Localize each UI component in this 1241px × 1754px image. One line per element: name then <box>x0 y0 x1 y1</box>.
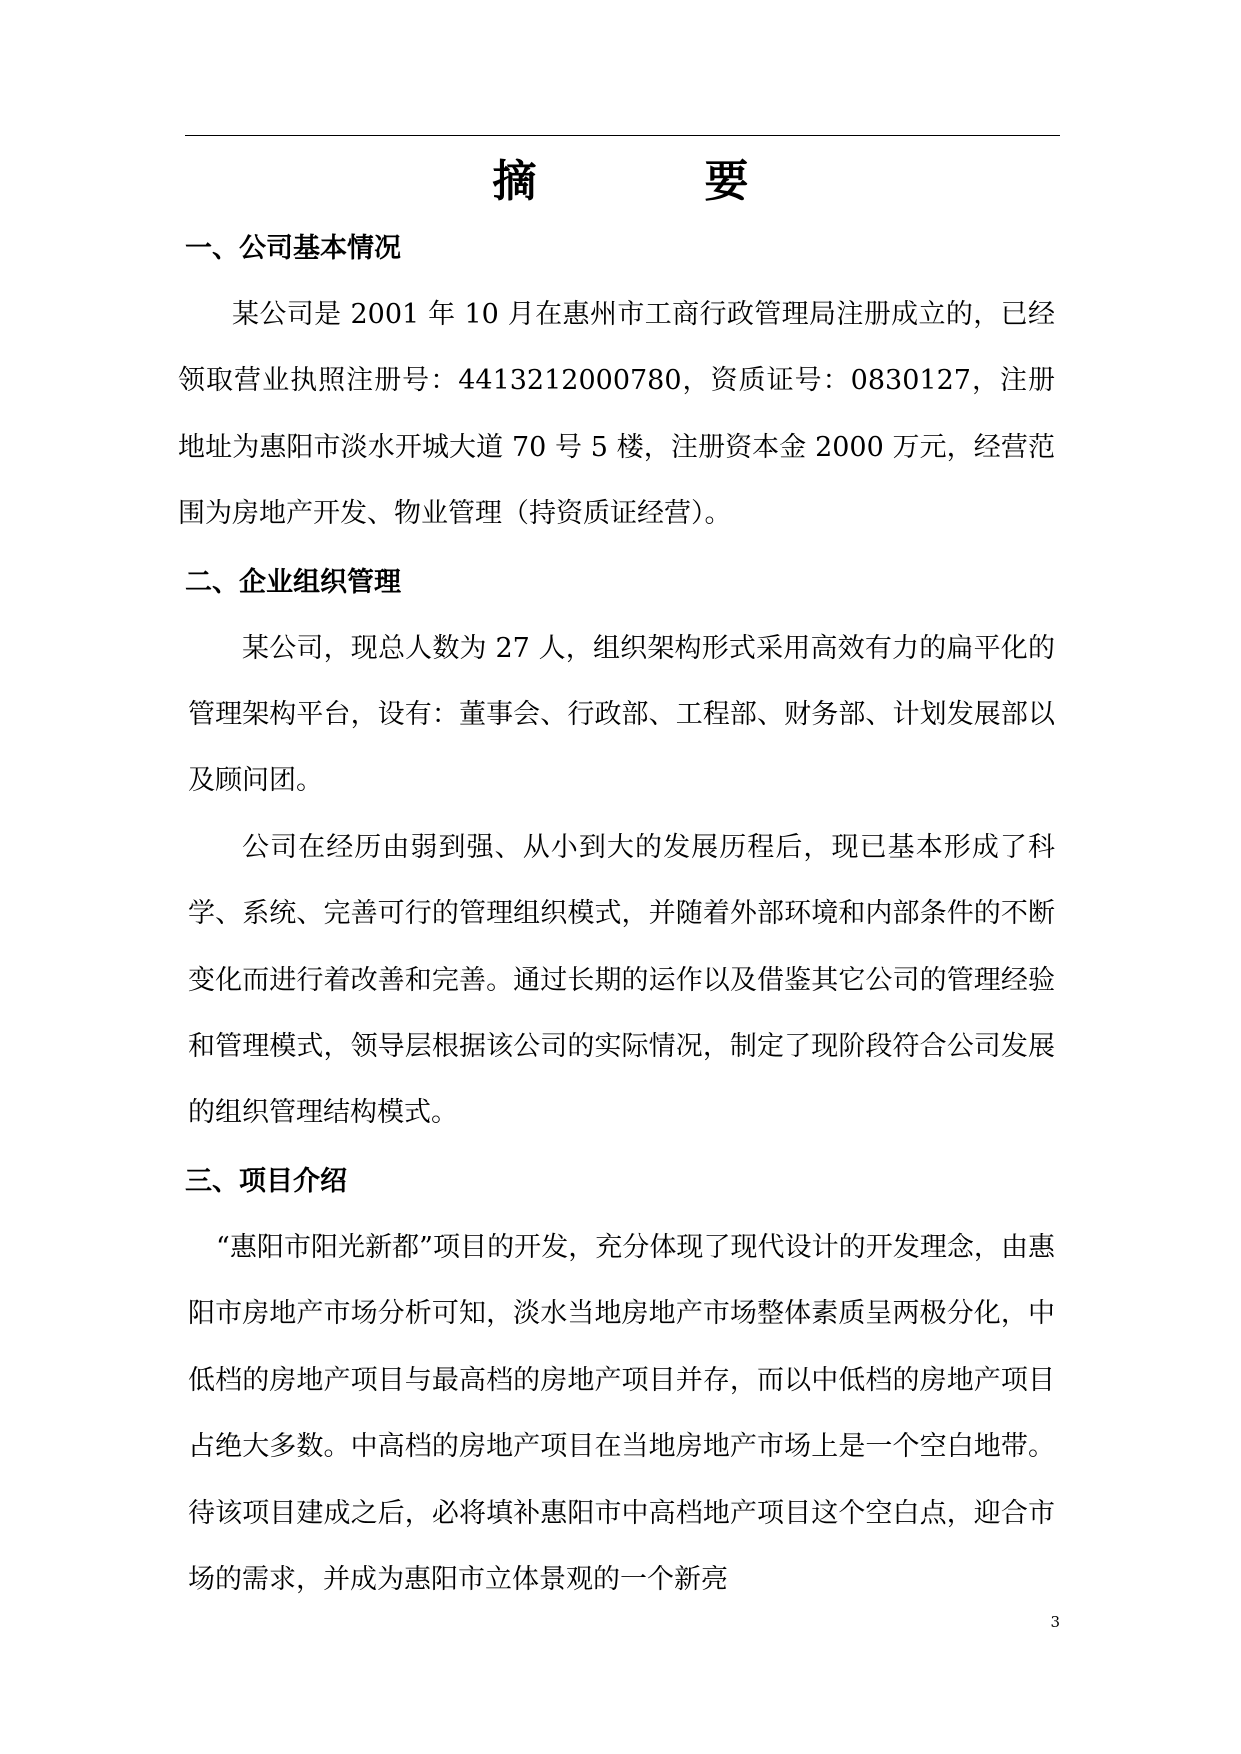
project-paragraph: “惠阳市阳光新都”项目的开发，充分体现了现代设计的开发理念，由惠阳市房地产市场分析可知，淡水当地房地产市场整体素质呈两极分化，中低档的房地产项目与最高档的房地产项目并存，而以中低档的房地产项目占绝大多数。中高档的房地产项目在当地房地产市场上是一个空白地带。待该项目建成之后，必将填补惠阳市中高档地产项目这个空白点，迎合市场的需求，并成为惠阳市立体景观的一个新亮 <box>188 1231 1055 1595</box>
header-rule <box>185 135 1060 136</box>
page-number: 3 <box>1050 1613 1060 1631</box>
section-heading-company-info: 一、公司基本情况 <box>185 233 401 264</box>
section-heading-organization: 二、企业组织管理 <box>185 566 401 598</box>
section-heading-project: 三、项目介绍 <box>185 1165 347 1197</box>
document-body <box>178 222 1055 1613</box>
company-info-paragraph: 某公司是 2001 年 10 月在惠州市工商行政管理局注册成立的，已经领取营业执照注册号：4413212000780，资质证号：0830127，注册地址为惠阳市淡水开城大道 70 号 5 楼，注册资本金 2000 万元，经营范围为房地产开发、物业管理（持资质证经营）。 <box>178 299 1055 530</box>
page-title: 摘 要 <box>492 156 811 207</box>
organization-paragraph: 某公司，现总人数为 27 人，组织架构形式采用高效有力的扁平化的管理架构平台，设有：董事会、行政部、工程部、财务部、计划发展部以及顾问团。 <box>188 632 1055 797</box>
management-paragraph: 公司在经历由弱到强、从小到大的发展历程后，现已基本形成了科学、系统、完善可行的管理组织模式，并随着外部环境和内部条件的不断变化而进行着改善和完善。通过长期的运作以及借鉴其它公司的管理经验和管理模式，领导层根据该公司的实际情况，制定了现阶段符合公司发展的组织管理结构模式。 <box>188 831 1055 1129</box>
